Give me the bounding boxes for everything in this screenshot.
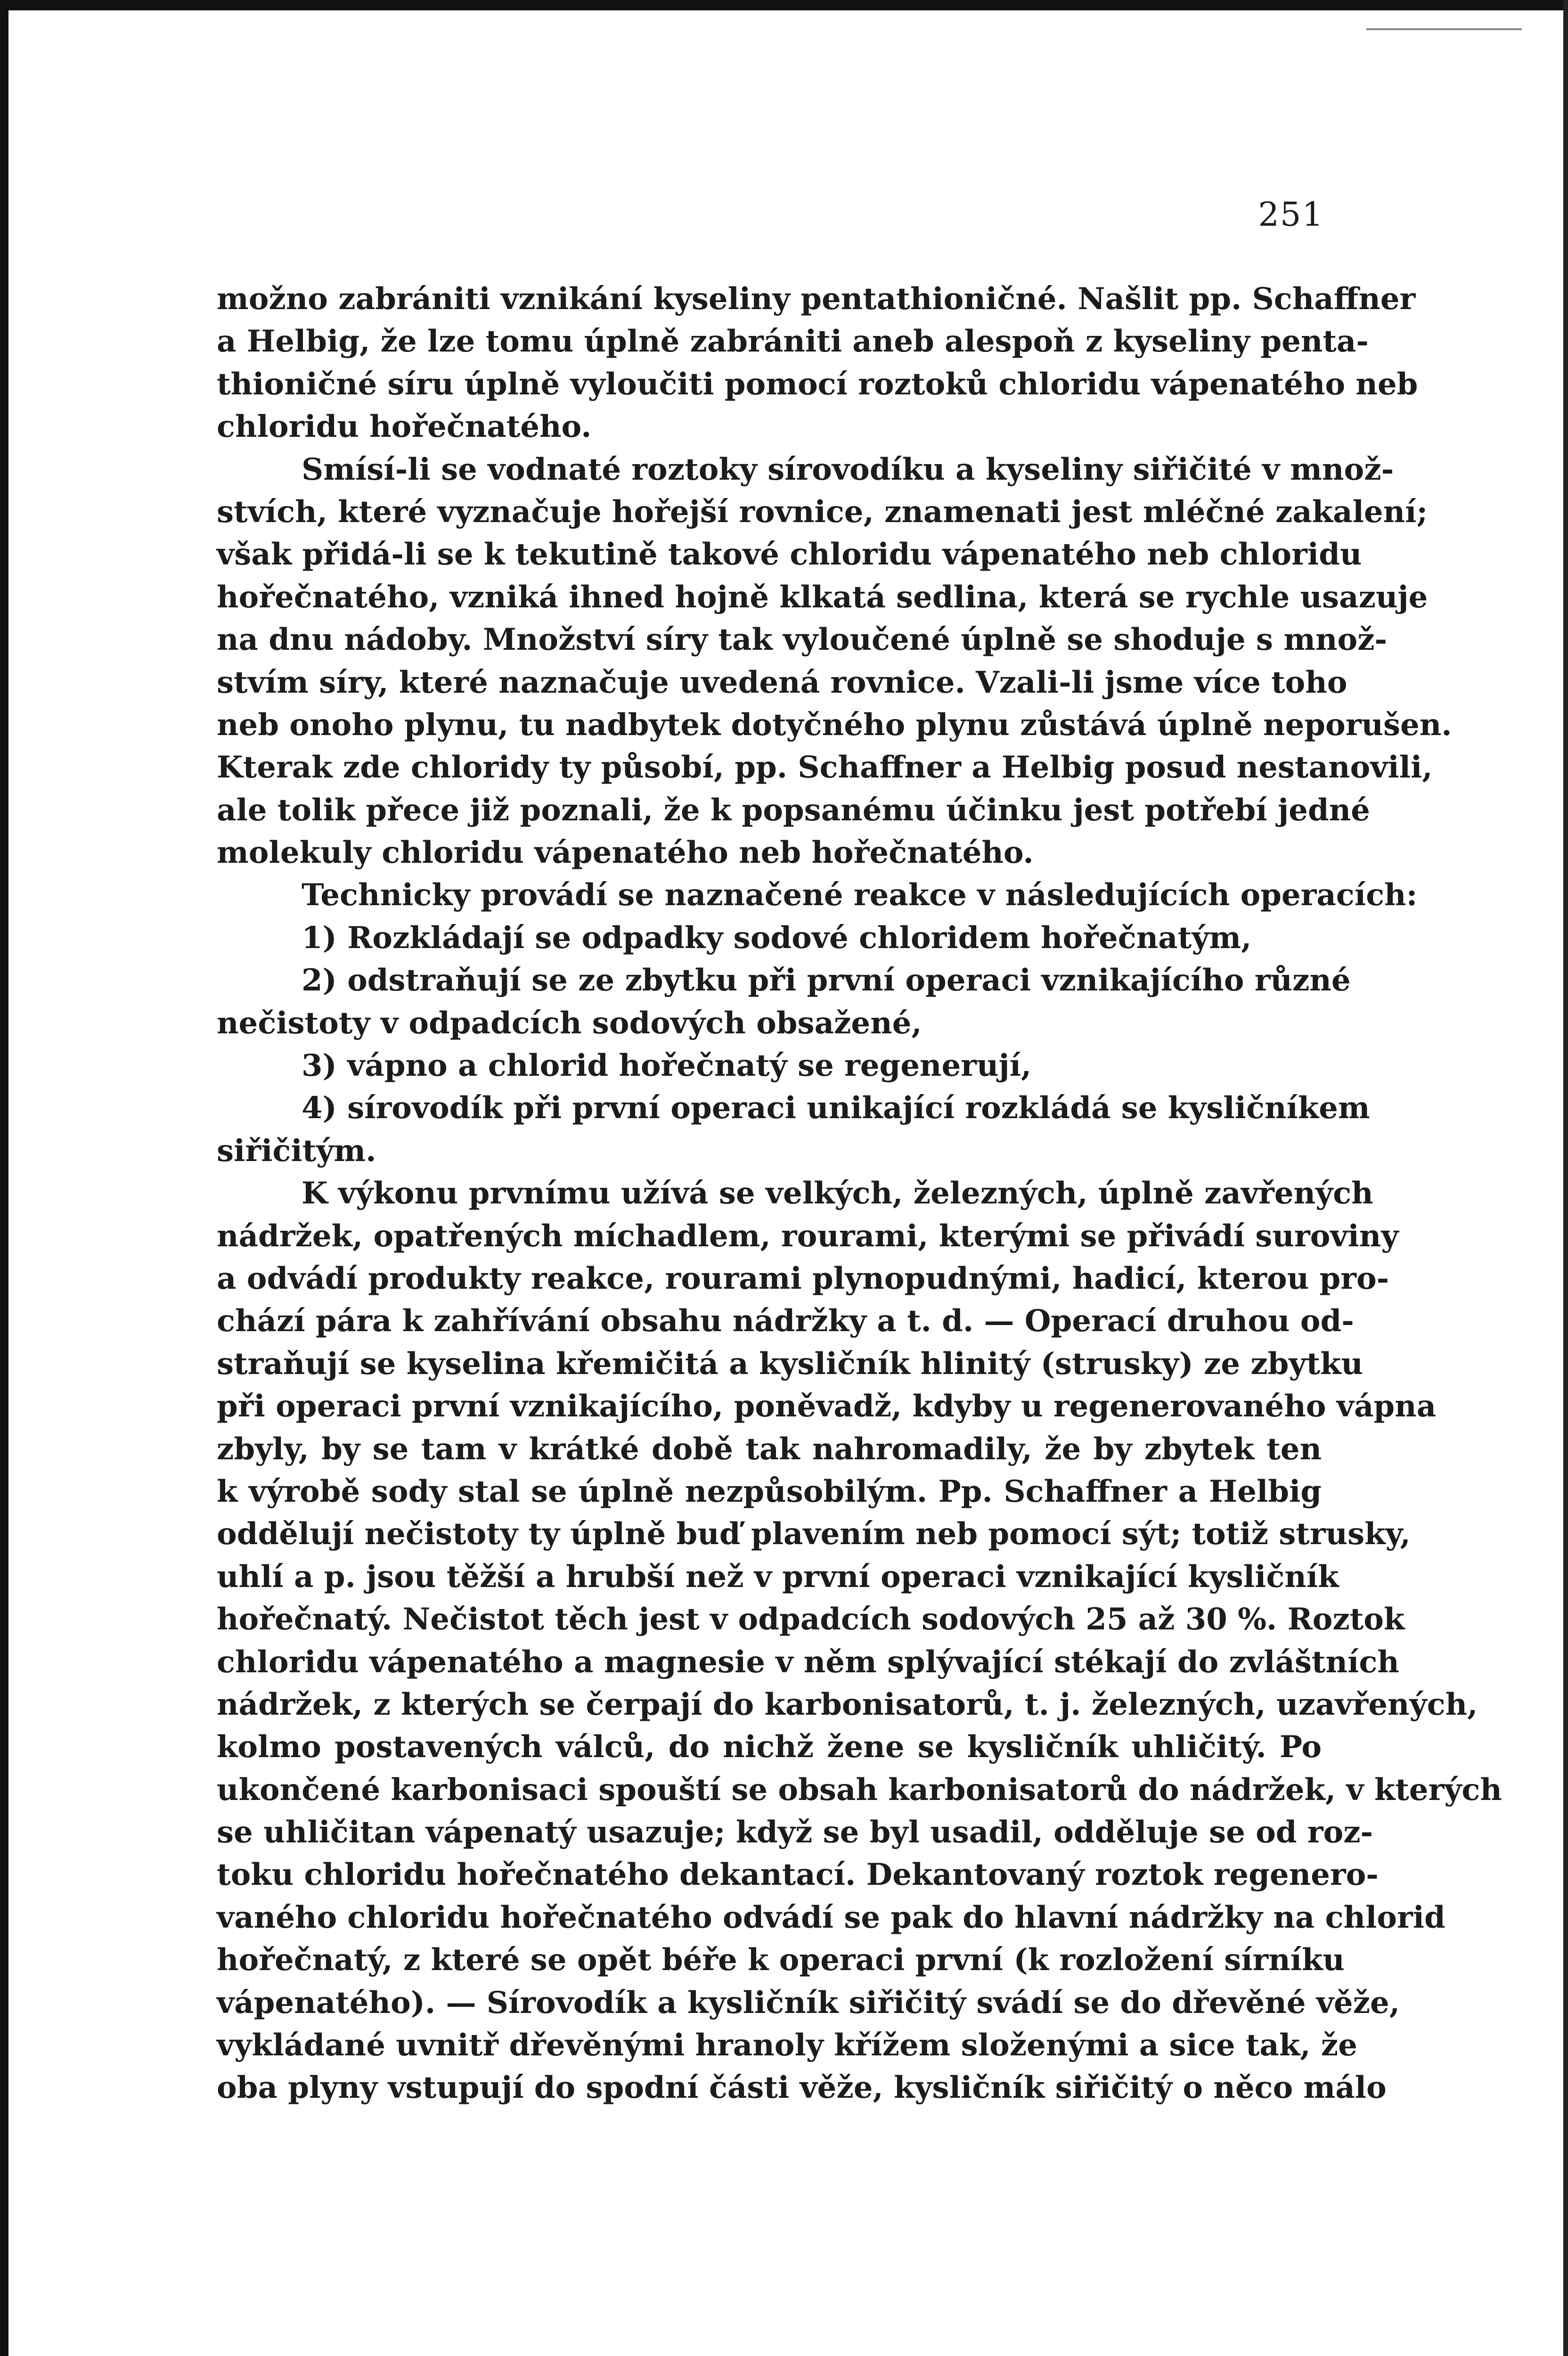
text-line: vykládané uvnitř dřevěnými hranoly křížem složenými a sice tak, že [217,2028,1357,2063]
text-line: hořečnatého, vzniká ihned hojně klkatá sedlina, která se rychle usazuje [217,579,1428,615]
page-number: 251 [1258,195,1324,234]
text-line: ukončené karbonisaci spouští se obsah karbonisatorů do nádržek, v kterých [217,1772,1502,1808]
text-line: neb onoho plynu, tu nadbytek dotyčného plynu zůstává úplně neporušen. [217,707,1452,743]
text-line: a odvádí produkty reakce, rourami plynopudnými, hadicí, kterou pro- [217,1260,1389,1296]
text-line: nádržek, z kterých se čerpají do karbonisatorů, t. j. železných, uzavřených, [217,1686,1478,1722]
text-line: uhlí a p. jsou těžší a hrubší než v první operaci vznikající kysličník [217,1559,1339,1595]
text-line: se uhličitan vápenatý usazuje; když se byl usadil, odděluje se od roz- [217,1815,1373,1850]
text-line: chloridu hořečnatého. [217,409,592,445]
text-line: k výrobě sody stal se úplně nezpůsobilým. Pp. Schaffner a Helbig [217,1473,1322,1509]
text-line: na dnu nádoby. Množství síry tak vyloučené úplně se shoduje s množ- [217,622,1388,658]
text-line: stvím síry, které naznačuje uvedená rovnice. Vzali-li jsme více toho [217,664,1348,700]
text-line: kolmo postavených válců, do nichž žene se kysličník uhličitý. Po [217,1729,1322,1765]
scan-border-top [0,0,1568,10]
text-line: nádržek, opatřených míchadlem, rourami, kterými se přivádí suroviny [217,1218,1399,1254]
text-line: možno zabrániti vznikání kyseliny pentathioničné. Našlit pp. Schaffner [217,281,1416,317]
text-line: chloridu vápenatého a magnesie v něm splývající stékají do zvláštních [217,1644,1399,1680]
text-line: oba plyny vstupují do spodní části věže, kysličník siřičitý o něco málo [217,2070,1387,2106]
text-line: při operaci první vznikajícího, poněvadž, kdyby u regenerovaného vápna [217,1389,1437,1424]
text-line: thioničné síru úplně vyloučiti pomocí roztoků chloridu vápenatého neb [217,366,1418,402]
text-line: Technicky provádí se naznačené reakce v následujících operacích: [302,877,1418,913]
text-line: ale tolik přece již poznali, že k popsanému účinku jest potřebí jedné [217,792,1370,828]
body-text [217,278,1502,2110]
text-line: 2) odstraňují se ze zbytku při první operaci vznikajícího různé [302,963,1351,998]
text-line: zbyly, by se tam v krátké době tak nahromadily, že by zbytek ten [217,1431,1322,1467]
text-line: 3) vápno a chlorid hořečnatý se regenerují, [302,1048,1032,1084]
top-rule [1366,28,1522,30]
text-line: Kterak zde chloridy ty působí, pp. Schaffner a Helbig posud nestanovili, [217,750,1433,785]
text-line: nečistoty v odpadcích sodových obsažené, [217,1005,922,1041]
text-line: a Helbig, že lze tomu úplně zabrániti aneb alespoň z kyseliny penta- [217,324,1369,360]
scan-border-left [0,0,8,2356]
text-line: hořečnatý, z které se opět béře k operaci první (k rozložení sírníku [217,1942,1345,1978]
text-line: siřičitým. [217,1133,376,1169]
text-line: stvích, které vyznačuje hořejší rovnice, znamenati jest mléčné zakalení; [217,494,1428,530]
text-line: však přidá-li se k tekutině takové chloridu vápenatého neb chloridu [217,537,1362,573]
text-line: molekuly chloridu vápenatého neb hořečnatého. [217,835,1034,871]
text-line: 4) sírovodík při první operaci unikající rozkládá se kysličníkem [302,1090,1370,1126]
text-line: hořečnatý. Nečistot těch jest v odpadcích sodových 25 až 30 %. Roztok [217,1602,1405,1637]
text-line: Smísí-li se vodnaté roztoky sírovodíku a kyseliny siřičité v množ- [302,451,1394,487]
text-line: straňují se kyselina křemičitá a kysličník hlinitý (strusky) ze zbytku [217,1346,1363,1382]
scan-border-right [1563,0,1568,2356]
text-line: K výkonu prvnímu užívá se velkých, železných, úplně zavřených [302,1176,1373,1211]
text-line: chází pára k zahřívání obsahu nádržky a t. d. — Operací druhou od- [217,1303,1354,1339]
text-line: oddělují nečistoty ty úplně buď plavením neb pomocí sýt; totiž strusky, [217,1516,1411,1552]
text-line: vápenatého). — Sírovodík a kysličník siřičitý svádí se do dřevěné věže, [217,1985,1400,2021]
text-line: 1) Rozkládají se odpadky sodové chloridem hořečnatým, [302,920,1252,956]
text-line: toku chloridu hořečnatého dekantací. Dekantovaný roztok regenero- [217,1857,1379,1893]
text-line: vaného chloridu hořečnatého odvádí se pak do hlavní nádržky na chlorid [217,1899,1446,1935]
